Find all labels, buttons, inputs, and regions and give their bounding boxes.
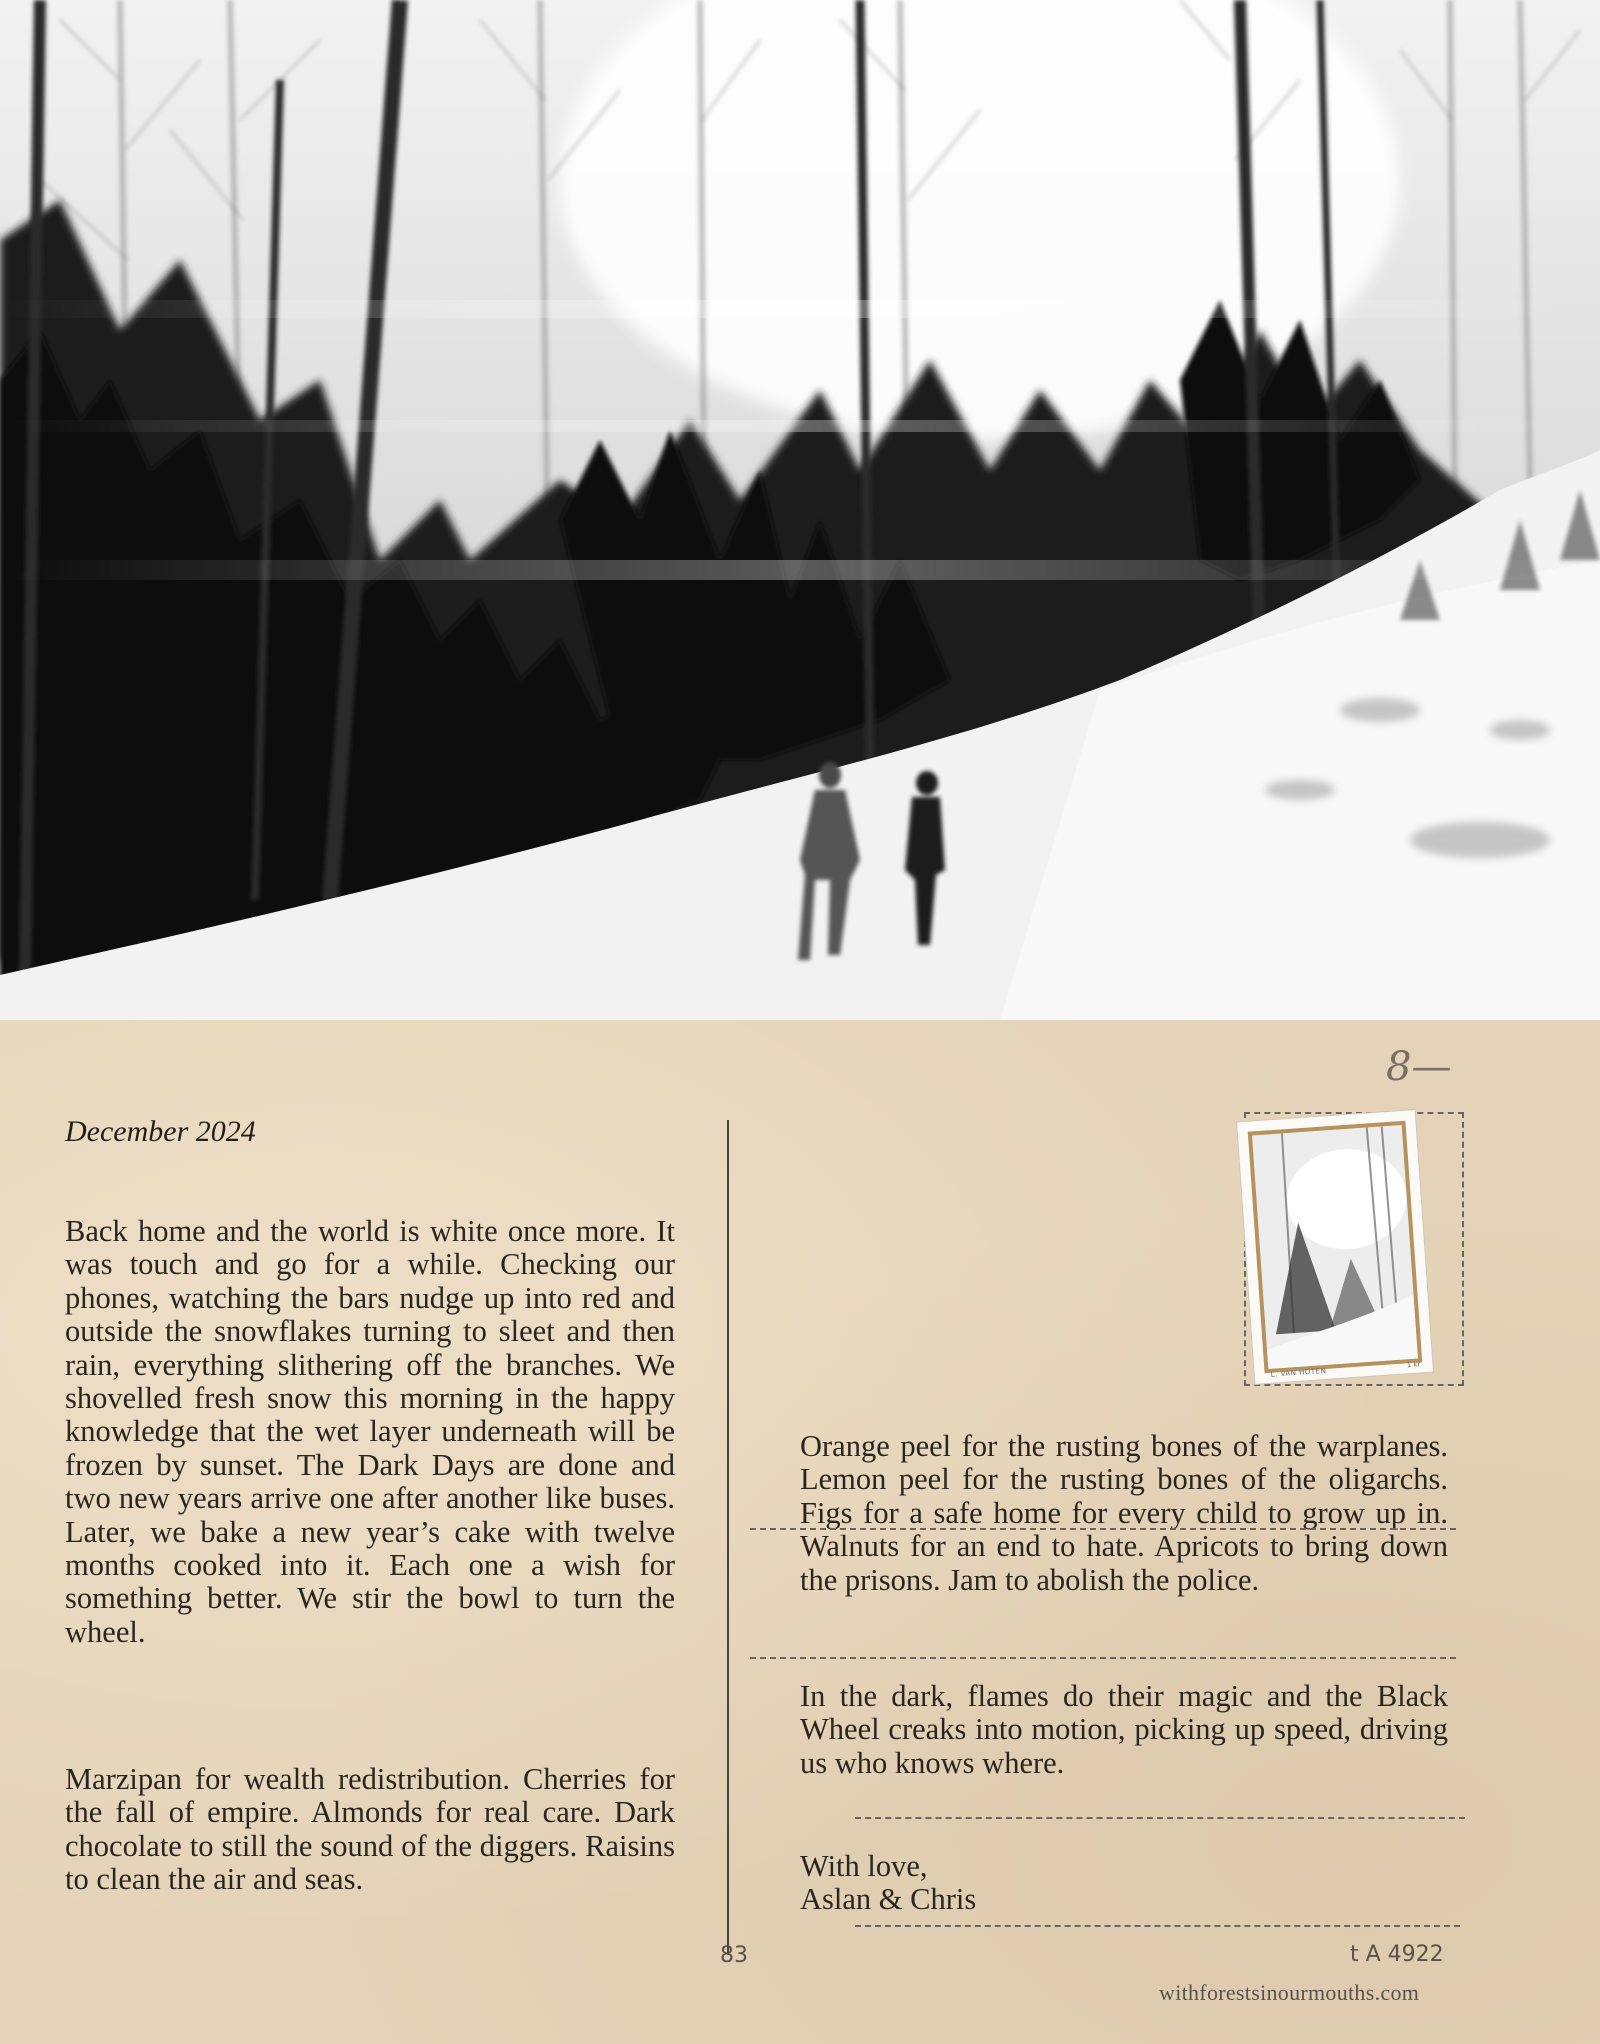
sign-off [800,1850,976,1916]
sign-off-line-2: Aslan & Chris [800,1882,977,1916]
stamp-caption: L. VAN HOTEN [1270,1366,1327,1379]
stamp-image [1248,1121,1422,1373]
forest-illustration [0,0,1600,1020]
sign-off-line-1: With love, [800,1849,928,1883]
address-line-2 [750,1657,1456,1659]
website-link[interactable]: withforestsinourmouths.com [1159,1980,1420,2005]
address-line-1 [750,1528,1456,1530]
letter-date: December 2024 [65,1115,256,1148]
address-line-4 [855,1925,1460,1927]
address-line-3 [855,1817,1465,1819]
page-number: 83 [720,1943,748,1968]
letter-paragraph-4: In the dark, flames do their magic and the Black Wheel creaks into motion, picking up speed, driving us who knows where. [800,1679,1448,1780]
letter-paragraph-2: Marzipan for wealth redistribution. Cherries for the fall of empire. Almonds for real care. Dark chocolate to still the sound of the diggers. Raisins to clean the air and seas. [65,1762,675,1897]
postage-stamp [1237,1110,1433,1384]
center-divider [727,1120,729,1955]
postcard-back [0,1020,1600,2044]
handwritten-price-mark: 8— [1386,1044,1452,1090]
letter-paragraph-1: Back home and the world is white once more. It was touch and go for a while. Checking our phones, watching the bars nudge up into red and outside the snowflakes turning to sleet and then rain, everything slithering off the branches. We shovelled fresh snow this morning in the happy knowledge that the wet layer underneath will be frozen by sunset. The Dark Days are done and two new years arrive one after another like buses. Later, we bake a new year’s cake with twelve months cooked into it. Each one a wish for something better. We stir the bowl to turn the wheel. [65,1214,675,1649]
letter-paragraph-3: Orange peel for the rusting bones of the warplanes. Lemon peel for the rusting bones of the oligarchs. Figs for a safe home for every child to grow up in. Walnuts for an end to hate. Apricots to bring down the prisons. Jam to abolish the police. [800,1429,1448,1597]
snowy-forest-photo [0,0,1600,1020]
stamp-value: 1 kr [1406,1360,1421,1370]
card-code: t A 4922 [1350,1942,1444,1967]
